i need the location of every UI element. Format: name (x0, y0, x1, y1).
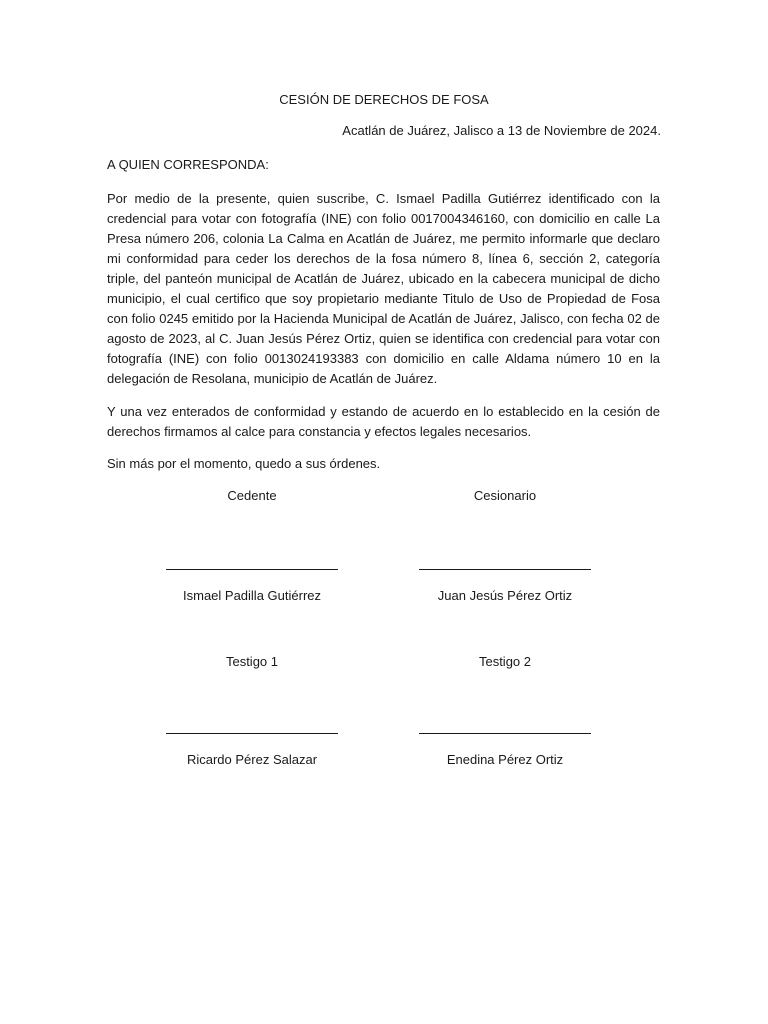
body-paragraph-2: Y una vez enterados de conformidad y estando de acuerdo en lo establecido en la cesión de derechos firmamos al calce para constancia y efectos legales necesarios. (107, 404, 660, 439)
document-title: CESIÓN DE DERECHOS DE FOSA (279, 92, 489, 107)
date-line: Acatlán de Juárez, Jalisco a 13 de Noviembre de 2024. (342, 123, 661, 138)
testigo2-role-label: Testigo 2 (478, 654, 532, 669)
closing-line: Sin más por el momento, quedo a sus órdenes. (107, 456, 381, 471)
cedente-role-label: Cedente (227, 488, 277, 503)
cesionario-signature-line (405, 569, 605, 570)
testigo1-signature-line (152, 733, 352, 734)
testigo1-role-label: Testigo 1 (225, 654, 279, 669)
salutation: A QUIEN CORRESPONDA: (107, 157, 269, 172)
cedente-name: Ismael Padilla Gutiérrez (183, 588, 321, 603)
cedente-signature-line (152, 569, 352, 570)
testigo1-name: Ricardo Pérez Salazar (186, 752, 318, 767)
body-paragraph-1: Por medio de la presente, quien suscribe, C. Ismael Padilla Gutiérrez identificado con la credencial para votar con fotografía (INE) con folio 0017004346160, con domicilio en calle La Presa número 206, colonia La Calma en Acatlán de Juárez, me permito informarle que declaro mi conformidad para ceder los derechos de la fosa número 8, línea 6, sección 2, categoría triple, del panteón municipal de Acatlán de Juárez, ubicado en la cabecera municipal de dicho municipio, el cual certifico que soy propietario mediante Titulo de Uso de Propiedad de Fosa con folio 0245 emitido por la Hacienda Municipal de Acatlán de Juárez, Jalisco, con fecha 02 de agosto de 2023, al C. Juan Jesús Pérez Ortiz, quien se identifica con credencial para votar con fotografía (INE) con folio 0013024193383 con domicilio en calle Aldama número 10 en la delegación de Resolana, municipio de Acatlán de Juárez. (107, 191, 660, 386)
testigo2-name: Enedina Pérez Ortiz (446, 752, 564, 767)
cesionario-name: Juan Jesús Pérez Ortiz (437, 588, 573, 603)
testigo2-signature-line (405, 733, 605, 734)
cesionario-role-label: Cesionario (473, 488, 537, 503)
